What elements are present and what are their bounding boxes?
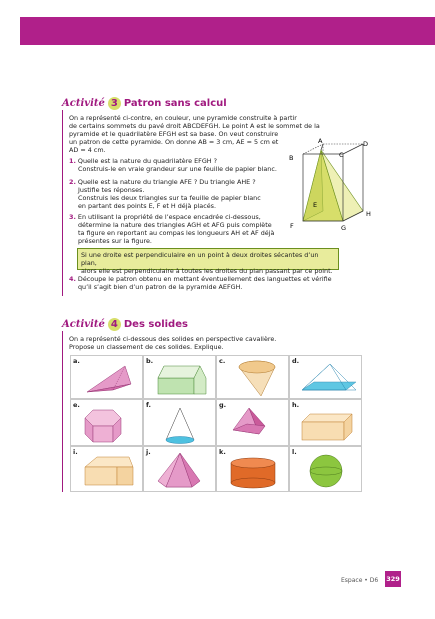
activity-4-margin-bar <box>62 331 63 492</box>
question-number: 2. <box>69 178 76 186</box>
vertex-label-E: E <box>313 201 318 209</box>
cell-label: a. <box>73 357 80 365</box>
vertex-label-G: G <box>341 224 347 232</box>
question-text: Quelle est la nature du quadrilatère EFGH ? <box>77 157 218 165</box>
question-text: Découpe le patron obtenu en mettant éventuellement des languettes et vérifie <box>77 275 332 283</box>
solid-cell-l <box>289 446 362 492</box>
question-text: détermine la nature des triangles AGH et AFG puis complète <box>78 221 272 230</box>
solid-cell-b <box>143 355 216 399</box>
question-4 <box>69 275 332 291</box>
question-number: 4. <box>69 275 76 283</box>
vertex-label-F: F <box>290 222 294 230</box>
cell-label: f. <box>146 401 151 409</box>
cell-label: b. <box>146 357 154 365</box>
pyramid-in-box-figure <box>285 136 377 232</box>
solid-cell-h <box>289 399 362 446</box>
cell-label: k. <box>219 448 226 456</box>
question-3 <box>69 213 274 245</box>
intro-line: pyramide et le quadrilatère EFGH est sa base. On veut construire <box>69 130 279 139</box>
solid-cell-g <box>216 399 289 446</box>
square-pyramid-solid <box>290 356 363 400</box>
activity-number-badge: 3 <box>108 97 121 110</box>
cell-label: l. <box>292 448 297 456</box>
question-1 <box>69 157 277 173</box>
solid-cell-d <box>289 355 362 399</box>
activity-3-header <box>62 97 227 110</box>
solid-cell-f <box>143 399 216 446</box>
vertex-label-C: C <box>339 151 344 159</box>
solid-cell-a <box>70 355 143 399</box>
tetrahedron-solid <box>71 356 144 400</box>
question-text: Construis-le en vraie grandeur sur une feuille de papier blanc. <box>78 165 277 174</box>
solid-cell-i <box>70 446 143 492</box>
question-text: présentes sur la figure. <box>78 237 152 246</box>
hexagonal-prism-solid <box>71 400 144 447</box>
activity-4-header <box>62 318 188 331</box>
triangular-pyramid-solid <box>217 400 290 447</box>
vertex-label-B: B <box>289 154 294 162</box>
property-line: alors elle est perpendiculaire à toutes les droites du plan passant par ce point. <box>81 267 333 276</box>
activity-word: Activité <box>62 319 105 330</box>
cell-label: d. <box>292 357 300 365</box>
question-text: qu’il s’agit bien d’un patron de la pyramide AEFGH. <box>78 283 243 292</box>
intro-line: Propose un classement de ces solides. Explique. <box>69 343 224 352</box>
cylinder-solid <box>217 447 290 493</box>
triangular-prism-solid <box>144 356 217 400</box>
upright-cone-solid <box>144 400 217 447</box>
activity-word: Activité <box>62 98 105 109</box>
question-text: Construis les deux triangles sur ta feuille de papier blanc <box>78 194 261 203</box>
section-label: Espace • D6 <box>341 577 379 584</box>
rectangular-prism-solid <box>290 400 363 447</box>
intro-line: un patron de cette pyramide. On donne AB = 3 cm, AE = 5 cm et <box>69 138 279 147</box>
cell-label: j. <box>146 448 151 456</box>
question-text: En utilisant la propriété de l’espace encadrée ci-dessous, <box>77 213 261 221</box>
vertex-label-A: A <box>318 137 323 145</box>
vertex-label-H: H <box>366 210 371 218</box>
question-number: 3. <box>69 213 76 221</box>
question-text: Justifie tes réponses. <box>78 186 145 195</box>
cell-label: h. <box>292 401 300 409</box>
solid-cell-k <box>216 446 289 492</box>
cell-label: g. <box>219 401 227 409</box>
question-text: en partant des points E, F et H déjà placés. <box>78 202 217 211</box>
solid-cell-j <box>143 446 216 492</box>
solid-cell-e <box>70 399 143 446</box>
question-text: ta figure en reportant au compas les longueurs AH et AF déjà <box>78 229 275 238</box>
cell-label: c. <box>219 357 226 365</box>
activity-title: Des solides <box>123 319 188 330</box>
solid-cell-c <box>216 355 289 399</box>
activity-title: Patron sans calcul <box>123 98 227 109</box>
hexagonal-pyramid-solid <box>144 447 217 493</box>
question-2 <box>69 178 261 210</box>
intro-line: On a représenté ci-contre, en couleur, une pyramide construite à partir <box>69 114 297 122</box>
intro-line: de certains sommets du pavé droit ABCDEFGH. Le point A est le sommet de la <box>69 122 320 131</box>
cone-solid <box>217 356 290 400</box>
intro-line: AD = 4 cm. <box>69 146 106 155</box>
pentagonal-prism-solid <box>71 447 144 493</box>
property-line: Si une droite est perpendiculaire en un point à deux droites sécantes d’un plan, <box>81 251 319 268</box>
intro-line: On a représenté ci-dessous des solides en perspective cavalière. <box>69 335 277 343</box>
top-banner <box>20 17 435 45</box>
activity-3-margin-bar <box>62 110 63 296</box>
cell-label: e. <box>73 401 80 409</box>
page-number: 329 <box>385 571 401 587</box>
vertex-label-D: D <box>363 140 369 148</box>
question-text: Quelle est la nature du triangle AFE ? Du triangle AHE ? <box>77 178 256 186</box>
cell-label: i. <box>73 448 78 456</box>
question-number: 1. <box>69 157 76 165</box>
sphere-solid <box>290 447 363 493</box>
activity-4-intro <box>69 335 329 351</box>
activity-number-badge: 4 <box>108 318 121 331</box>
property-box <box>77 248 339 276</box>
